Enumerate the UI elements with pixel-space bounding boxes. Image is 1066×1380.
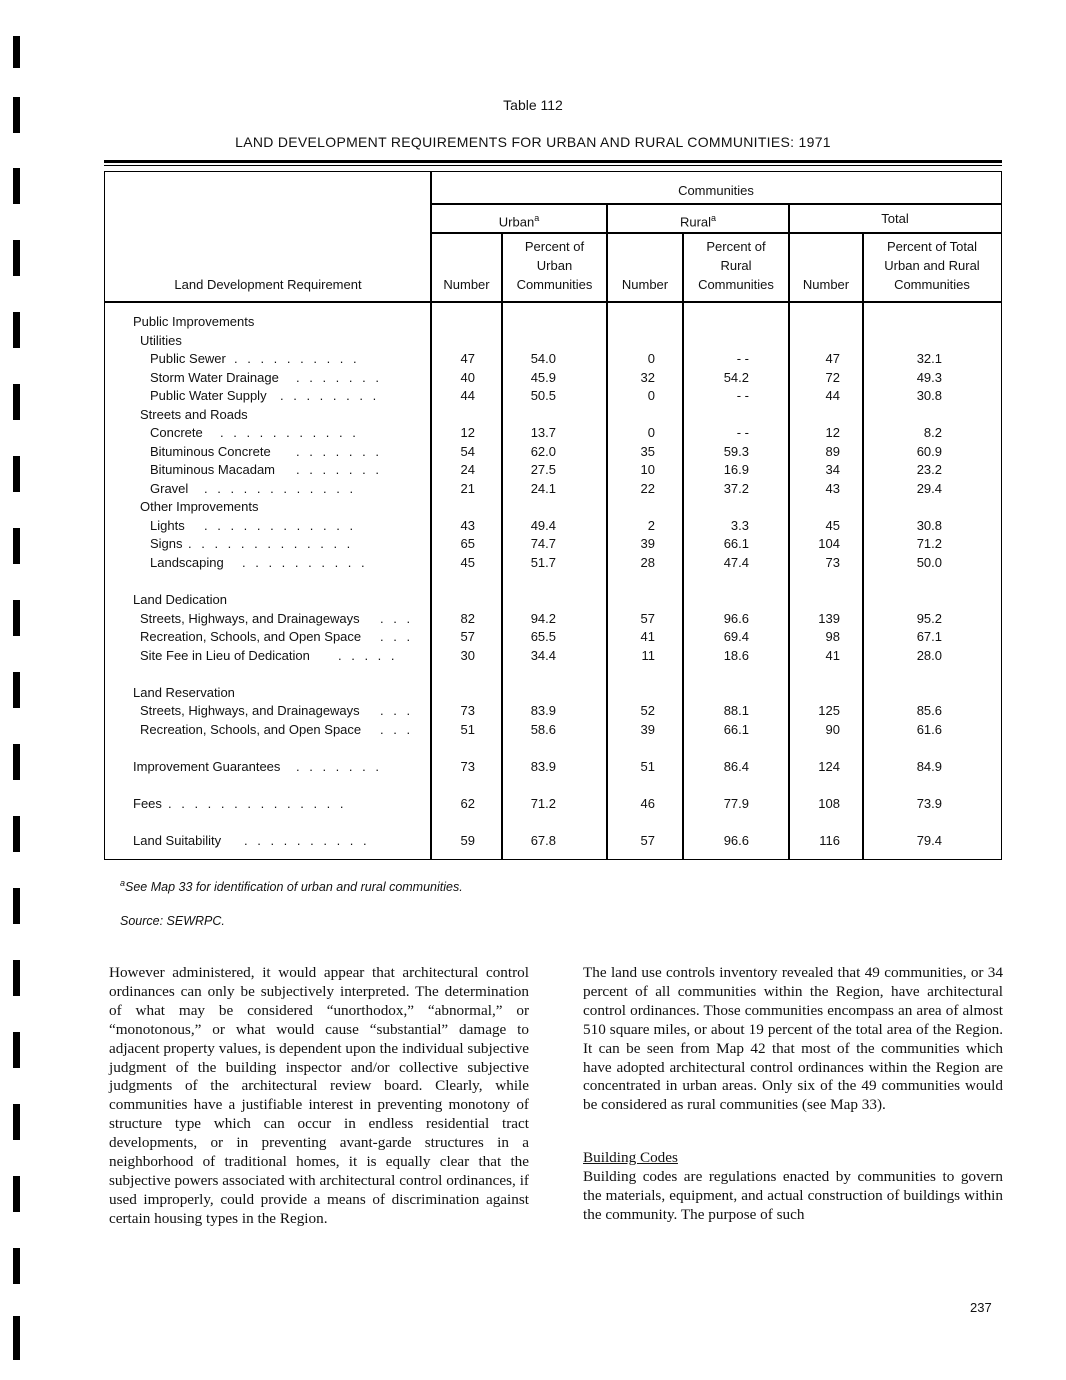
- rural-percent: 59.3: [723, 444, 749, 459]
- table-row: Site Fee in Lieu of Dedication . . . . . 30 34.4 11 18.6 41 28.0: [140, 648, 942, 663]
- binding-bar: [13, 672, 20, 708]
- total-number: 125: [818, 703, 840, 718]
- rural-percent: - -: [736, 351, 749, 366]
- header-total-percent: Percent of Total Urban and Rural Communities: [884, 239, 980, 292]
- urban-number: 47: [460, 351, 475, 366]
- header-rural-percent: Percent of Rural Communities: [698, 239, 774, 292]
- total-number: 104: [818, 536, 840, 551]
- row-label: Site Fee in Lieu of Dedication: [140, 648, 310, 663]
- total-number: 124: [818, 759, 840, 774]
- rural-number: 57: [640, 833, 655, 848]
- table-row: Public Water Supply . . . . . . . . 44 50.5 0 - - 44 30.8: [150, 388, 942, 403]
- binding-bar: [13, 528, 20, 564]
- table-row: Lights . . . . . . . . . . . . 43 49.4 2 3.3 45 30.8: [150, 518, 942, 533]
- rural-percent: 77.9: [723, 796, 749, 811]
- total-number: 89: [825, 444, 840, 459]
- body-paragraph: Building codes are regulations enacted by communities to govern the materials, equipment, and actual construction of buildings within the community. The purpose of such: [583, 1168, 1003, 1223]
- table-row: Recreation, Schools, and Open Space . . . 51 58.6 39 66.1 90 61.6: [140, 722, 942, 737]
- rural-number: 39: [640, 722, 655, 737]
- total-percent: 8.2: [923, 425, 942, 440]
- rural-percent: 96.6: [723, 611, 749, 626]
- rural-number: 28: [640, 555, 655, 570]
- header-rural-number: Number: [621, 277, 669, 292]
- body-paragraph: The land use controls inventory revealed that 49 communities, or 34 percent of all communities within the Region, have architectural control ordinances. Those communities encompass an area of almost 510 square miles, or about 19 percent of the total area of the Region. It can be seen from Map 42 that most of the communities which have adopted architectural control ordinances within the Region are concentrated in urban areas. Only six of the 49 communities would be considered as rural communities (see Map 33).: [583, 964, 1003, 1114]
- row-group-label: Streets and Roads: [140, 407, 248, 422]
- table-row: Landscaping . . . . . . . . . . 45 51.7 28 47.4 73 50.0: [150, 555, 942, 570]
- row-label: Streets, Highways, and Drainageways: [140, 703, 360, 718]
- total-percent: 84.9: [916, 759, 942, 774]
- rural-percent: 47.4: [723, 555, 749, 570]
- table-row: Fees . . . . . . . . . . . . . . 62 71.2 46 77.9 108 73.9: [133, 796, 942, 811]
- binding-bar: [13, 1176, 20, 1212]
- table-row: Gravel . . . . . . . . . . . . 21 24.1 22 37.2 43 29.4: [150, 481, 942, 496]
- total-percent: 71.2: [916, 536, 942, 551]
- header-rural: Rural$^a$: [679, 213, 717, 230]
- binding-bar: [13, 456, 20, 492]
- urban-number: 62: [460, 796, 475, 811]
- row-label: Improvement Guarantees: [133, 759, 281, 774]
- total-number: 139: [818, 611, 840, 626]
- total-number: 34: [825, 462, 840, 477]
- rural-percent: 96.6: [723, 833, 749, 848]
- total-percent: 67.1: [916, 629, 942, 644]
- urban-number: 57: [460, 629, 475, 644]
- rural-number: 41: [640, 629, 655, 644]
- table-row: Bituminous Macadam . . . . . . . 24 27.5 10 16.9 34 23.2: [150, 462, 942, 477]
- urban-percent: 94.2: [530, 611, 556, 626]
- binding-bar: [13, 1032, 20, 1068]
- row-group-label: Land Dedication: [133, 592, 227, 607]
- table-row: [104, 333, 1002, 351]
- urban-number: 54: [460, 444, 475, 459]
- total-percent: 50.0: [916, 555, 942, 570]
- binding-bar: [13, 168, 20, 204]
- total-number: 98: [825, 629, 840, 644]
- table-row: Public Sewer . . . . . . . . . . 47 54.0 0 - - 47 32.1: [150, 351, 942, 366]
- total-percent: 28.0: [916, 648, 942, 663]
- body-paragraph: However administered, it would appear that architectural control ordinances can only be subjectively interpreted. The determination of what may be considered “unorthodox,” “abnormal,” or “monotonous,” or what would cause “substantial” damage to adjacent property values, is dependent upon the individual subjective judgment of the building inspector and/or collective subjective judgments of the architectural review board. Clearly, while communities have a justifiable interest in preventing monotony of structure type which can occur in endless residential tract developments, or in preventing avant-garde structures in a neighborhood of traditional homes, it is equally clear that the subjective powers associated with architectural control ordinances, if used improperly, could provide a means of discrimination against certain housing types in the Region.: [109, 964, 529, 1227]
- urban-number: 45: [460, 555, 475, 570]
- rural-percent: 16.9: [723, 462, 749, 477]
- total-percent: 61.6: [916, 722, 942, 737]
- binding-bar: [13, 816, 20, 852]
- table-row: Signs . . . . . . . . . . . . . 65 74.7 39 66.1 104 71.2: [150, 536, 942, 551]
- rural-number: 0: [647, 351, 655, 366]
- total-percent: 85.6: [916, 703, 942, 718]
- total-percent: 23.2: [916, 462, 942, 477]
- urban-percent: 74.7: [530, 536, 556, 551]
- urban-percent: 27.5: [530, 462, 556, 477]
- urban-number: 40: [460, 370, 475, 385]
- header-stub: Land Development Requirement: [174, 277, 362, 292]
- urban-number: 59: [460, 833, 475, 848]
- row-label: Signs: [150, 536, 183, 551]
- urban-percent: 65.5: [530, 629, 556, 644]
- urban-number: 21: [460, 481, 475, 496]
- urban-number: 12: [460, 425, 475, 440]
- rural-number: 11: [641, 648, 655, 663]
- total-percent: 30.8: [916, 388, 942, 403]
- urban-percent: 54.0: [530, 351, 556, 366]
- row-label: Public Water Supply: [150, 388, 267, 403]
- total-number: 44: [825, 388, 840, 403]
- total-percent: 29.4: [916, 481, 942, 496]
- total-number: 12: [825, 425, 840, 440]
- row-label: Lights: [150, 518, 185, 533]
- body-column-left: [109, 964, 529, 1229]
- header-total: Total: [881, 211, 909, 226]
- row-label: Gravel: [150, 481, 189, 496]
- rural-percent: 88.1: [723, 703, 749, 718]
- total-number: 47: [825, 351, 840, 366]
- row-label: Land Suitability: [133, 833, 222, 848]
- table-row: Concrete . . . . . . . . . . . 12 13.7 0 - - 12 8.2: [150, 425, 942, 440]
- row-group-label: Land Reservation: [133, 685, 235, 700]
- table-row: [104, 685, 1002, 703]
- urban-number: 51: [460, 722, 475, 737]
- row-label: Streets, Highways, and Drainageways: [140, 611, 360, 626]
- row-label: Landscaping: [150, 555, 224, 570]
- urban-percent: 51.7: [530, 555, 556, 570]
- urban-number: 65: [460, 536, 475, 551]
- urban-percent: 24.1: [530, 481, 556, 496]
- header-urban-number: Number: [443, 277, 490, 292]
- table-footnote: $^a$See Map 33 for identification of urban and rural communities.: [120, 878, 463, 895]
- table-row: Bituminous Concrete . . . . . . . 54 62.0 35 59.3 89 60.9: [150, 444, 942, 459]
- total-percent: 49.3: [916, 370, 942, 385]
- urban-number: 24: [460, 462, 475, 477]
- rural-number: 10: [640, 462, 655, 477]
- rural-percent: 3.3: [730, 518, 749, 533]
- total-number: 116: [819, 833, 840, 848]
- urban-percent: 45.9: [530, 370, 556, 385]
- binding-bar: [13, 36, 20, 68]
- table-row: [104, 314, 1002, 332]
- total-number: 72: [825, 370, 840, 385]
- row-group-label: Utilities: [140, 333, 182, 348]
- total-number: 108: [818, 796, 840, 811]
- row-label: Fees: [133, 796, 162, 811]
- rural-number: 57: [640, 611, 655, 626]
- table-row: Streets, Highways, and Drainageways . . . 73 83.9 52 88.1 125 85.6: [140, 703, 942, 718]
- binding-bar: [13, 384, 20, 420]
- urban-percent: 49.4: [530, 518, 556, 533]
- total-percent: 95.2: [916, 611, 942, 626]
- total-number: 41: [825, 648, 840, 663]
- rural-number: 32: [640, 370, 655, 385]
- urban-percent: 83.9: [530, 703, 556, 718]
- total-percent: 79.4: [916, 833, 942, 848]
- rural-number: 2: [647, 518, 655, 533]
- rural-number: 46: [640, 796, 655, 811]
- rural-number: 0: [647, 388, 655, 403]
- urban-number: 30: [460, 648, 475, 663]
- rural-number: 22: [640, 481, 655, 496]
- total-number: 45: [825, 518, 840, 533]
- header-urban: Urban$^a$: [498, 213, 540, 230]
- table-row: [104, 592, 1002, 610]
- total-percent: 73.9: [916, 796, 942, 811]
- table-row: Storm Water Drainage . . . . . . . 40 45.9 32 54.2 72 49.3: [150, 370, 942, 385]
- total-percent: 30.8: [916, 518, 942, 533]
- section-heading: Building Codes: [583, 1149, 678, 1167]
- total-number: 90: [825, 722, 840, 737]
- urban-percent: 50.5: [530, 388, 556, 403]
- urban-percent: 34.4: [530, 648, 556, 663]
- binding-bar: [13, 1316, 20, 1360]
- urban-number: 43: [460, 518, 475, 533]
- urban-number: 44: [460, 388, 475, 403]
- rural-percent: - -: [736, 425, 749, 440]
- rural-percent: 66.1: [723, 536, 749, 551]
- rural-percent: 86.4: [723, 759, 749, 774]
- table-row: Land Suitability . . . . . . . . . . 59 67.8 57 96.6 116 79.4: [133, 833, 942, 848]
- urban-percent: 83.9: [530, 759, 556, 774]
- title-rule: [104, 160, 1002, 163]
- row-label: Storm Water Drainage: [150, 370, 279, 385]
- binding-bar: [13, 1104, 20, 1140]
- total-number: 43: [825, 481, 840, 496]
- row-label: Recreation, Schools, and Open Space: [140, 629, 362, 644]
- row-group-label: Public Improvements: [133, 314, 255, 329]
- urban-percent: 13.7: [530, 425, 556, 440]
- rural-number: 35: [640, 444, 655, 459]
- binding-bar: [13, 1248, 20, 1284]
- row-label: Concrete: [150, 425, 203, 440]
- title-rule-thin: [104, 165, 1002, 166]
- body-column-right: [583, 964, 1003, 1225]
- header-urban-percent: Percent of Urban Communities: [516, 239, 593, 292]
- urban-percent: 71.2: [530, 796, 556, 811]
- row-label: Bituminous Concrete: [150, 444, 271, 459]
- binding-bar: [13, 600, 20, 636]
- binding-bar: [13, 960, 20, 996]
- rural-percent: 18.6: [723, 648, 749, 663]
- header-total-number: Number: [802, 277, 850, 292]
- rural-percent: - -: [736, 388, 749, 403]
- rural-number: 51: [640, 759, 655, 774]
- row-group-label: Other Improvements: [140, 499, 259, 514]
- table-row: Improvement Guarantees . . . . . . . 73 83.9 51 86.4 124 84.9: [133, 759, 942, 774]
- rural-percent: 69.4: [723, 629, 749, 644]
- rural-number: 39: [640, 536, 655, 551]
- row-label: Recreation, Schools, and Open Space: [140, 722, 362, 737]
- row-label: Bituminous Macadam: [150, 462, 275, 477]
- table-source: Source: SEWRPC.: [120, 914, 225, 928]
- urban-number: 73: [460, 703, 475, 718]
- rural-percent: 54.2: [723, 370, 749, 385]
- row-label: Public Sewer: [150, 351, 226, 366]
- urban-number: 73: [460, 759, 475, 774]
- table-row: Recreation, Schools, and Open Space . . . 57 65.5 41 69.4 98 67.1: [140, 629, 942, 644]
- total-percent: 32.1: [916, 351, 942, 366]
- binding-bar: [13, 744, 20, 780]
- binding-bar: [13, 240, 20, 276]
- urban-percent: 67.8: [530, 833, 556, 848]
- urban-percent: 62.0: [530, 444, 556, 459]
- table-title: LAND DEVELOPMENT REQUIREMENTS FOR URBAN AND RURAL COMMUNITIES: 1971: [235, 134, 831, 150]
- binding-bar: [13, 312, 20, 348]
- rural-percent: 66.1: [723, 722, 749, 737]
- total-percent: 60.9: [916, 444, 942, 459]
- rural-number: 0: [647, 425, 655, 440]
- urban-percent: 58.6: [530, 722, 556, 737]
- rural-percent: 37.2: [723, 481, 749, 496]
- total-number: 73: [825, 555, 840, 570]
- table-row: Streets, Highways, and Drainageways . . . 82 94.2 57 96.6 139 95.2: [140, 611, 942, 626]
- binding-bar: [13, 888, 20, 924]
- urban-number: 82: [460, 611, 475, 626]
- header-communities: Communities: [678, 183, 754, 198]
- rural-number: 52: [640, 703, 655, 718]
- page-number: 237: [970, 1300, 992, 1315]
- table-row: [104, 407, 1002, 425]
- table-row: [104, 499, 1002, 517]
- table-number: Table 112: [503, 97, 563, 113]
